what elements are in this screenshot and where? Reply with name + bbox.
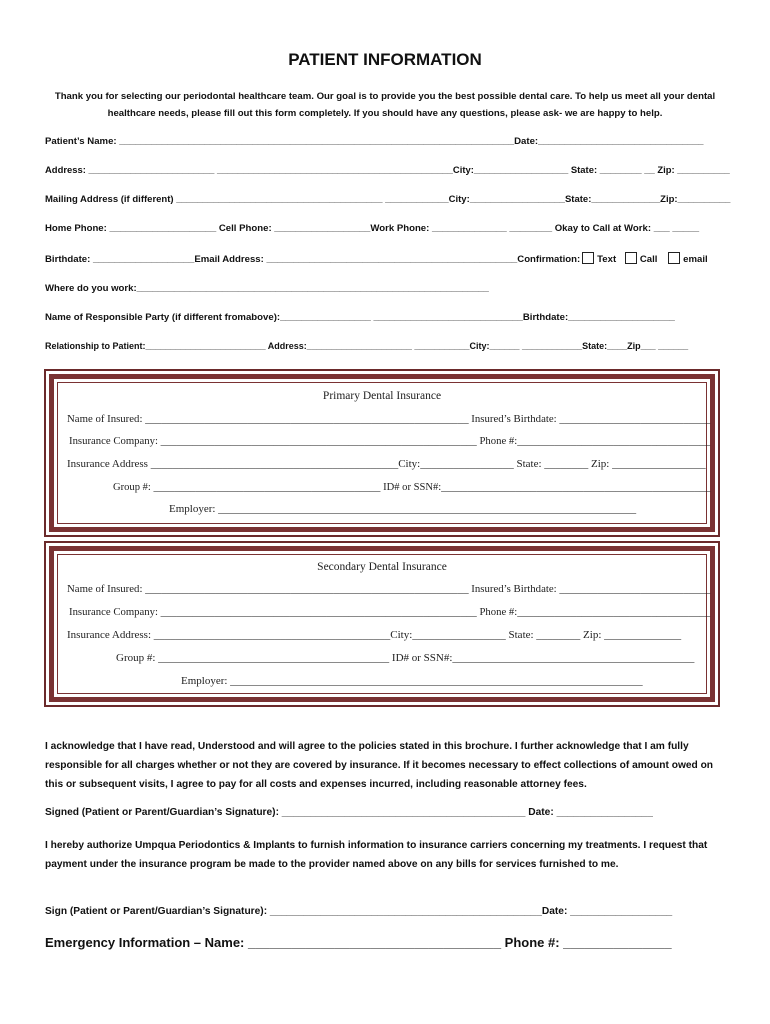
primary-insured-name-field[interactable]: Name of Insured: ____________________________________________________________ Insured’s Birthdate: ____________________________ bbox=[67, 413, 711, 425]
patient-name-field[interactable]: Patient’s Name: __________________________________________________________________________Date:_______________________________ bbox=[45, 136, 704, 147]
primary-group-field[interactable]: Group #: ___________________________________________ ID# or SSN#:___________________________________________________ bbox=[113, 481, 711, 493]
relationship-field[interactable]: Relationship to Patient:________________________ Address:_____________________ ___________City:______ ____________State:____Zip___ ______ bbox=[45, 341, 689, 351]
secondary-insurance-box bbox=[44, 541, 720, 707]
sign-signature-field[interactable]: Sign (Patient or Parent/Guardian’s Signature): ________________________________________________Date: __________________ bbox=[45, 906, 673, 917]
call-option-label: Call bbox=[639, 254, 658, 265]
address-field[interactable]: Address: ________________________ _____________________________________________City:__________________ State: ________ __ Zip: __________ bbox=[45, 165, 730, 176]
secondary-insured-name-field[interactable]: Name of Insured: ____________________________________________________________ Insured’s Birthdate: ____________________________ bbox=[67, 583, 711, 595]
signed-signature-field[interactable]: Signed (Patient or Parent/Guardian’s Signature): ___________________________________________ Date: _________________ bbox=[45, 807, 653, 818]
call-checkbox[interactable] bbox=[625, 252, 637, 264]
page-title: PATIENT INFORMATION bbox=[288, 50, 482, 69]
box-border-inner bbox=[57, 554, 707, 694]
intro-text: Thank you for selecting our periodontal healthcare team. Our goal is to provide you the best possible dental care. To help us meet all your dental healthcare needs, please fill out this form completely. If you should have any questions, please ask- we are happy to help. bbox=[54, 91, 716, 119]
secondary-insurance-title: Secondary Dental Insurance bbox=[317, 561, 447, 573]
email-option-label: email bbox=[683, 254, 708, 265]
phone-fields[interactable]: Home Phone: ____________________ Cell Phone: __________________Work Phone: ______________ ________ Okay to Call at Work: ___ _____ bbox=[45, 223, 700, 234]
authorization-text: I hereby authorize Umpqua Periodontics & Implants to furnish information to insurance carriers concerning my treatments. I request that payment under the insurance program be made to the provider named above on any bills for services furnished to me. bbox=[45, 840, 708, 870]
secondary-employer-field[interactable]: Employer: ___________________________________________________________________________ bbox=[181, 675, 643, 687]
text-checkbox[interactable] bbox=[582, 252, 594, 264]
mailing-address-field[interactable]: Mailing Address (if different) _______________________________________ ____________City:__________________State:_____________Zip:__________ bbox=[45, 194, 731, 205]
secondary-group-field[interactable]: Group #: __________________________________________ ID# or SSN#:____________________________________________ bbox=[116, 652, 695, 664]
primary-insurance-title: Primary Dental Insurance bbox=[322, 390, 442, 402]
primary-insurance-box bbox=[44, 369, 720, 537]
secondary-company-field[interactable]: Insurance Company: ___________________________________________________________ Phone #:____________________________________ bbox=[69, 606, 711, 618]
birthdate-email-field[interactable]: Birthdate: ___________________Email Address: _______________________________________________Confirmation: bbox=[45, 254, 581, 265]
email-checkbox[interactable] bbox=[668, 252, 680, 264]
primary-company-field[interactable]: Insurance Company: ___________________________________________________________ Phone #:____________________________________ bbox=[69, 435, 711, 447]
primary-address-field[interactable]: Insurance Address _____________________________________________City:_________________ State: ________ Zip: _________________ bbox=[67, 458, 706, 470]
birthdate-email-row bbox=[45, 252, 708, 265]
acknowledgement-text: I acknowledge that I have read, Understood and will agree to the policies stated in this brochure. I further acknowledge that I am fully responsible for all charges whether or not they are covered by insurance. If it becomes necessary to effect collections of amount owed on this or subsequent visits, I agree to pay for all costs and expenses incurred, including reasonable attorney fees. bbox=[45, 741, 714, 790]
workplace-field[interactable]: Where do you work:__________________________________________________________________ bbox=[45, 283, 489, 294]
responsible-party-field[interactable]: Name of Responsible Party (if different fromabove):_________________ ____________________________Birthdate:____________________ bbox=[45, 312, 675, 323]
emergency-info-field[interactable]: Emergency Information – Name: ___________________________________ Phone #: _______________ bbox=[45, 935, 672, 950]
text-option-label: Text bbox=[597, 254, 617, 265]
secondary-address-field[interactable]: Insurance Address: ___________________________________________City:_________________ State: ________ Zip: ______________ bbox=[67, 629, 682, 641]
primary-employer-field[interactable]: Employer: ____________________________________________________________________________ bbox=[169, 503, 637, 515]
